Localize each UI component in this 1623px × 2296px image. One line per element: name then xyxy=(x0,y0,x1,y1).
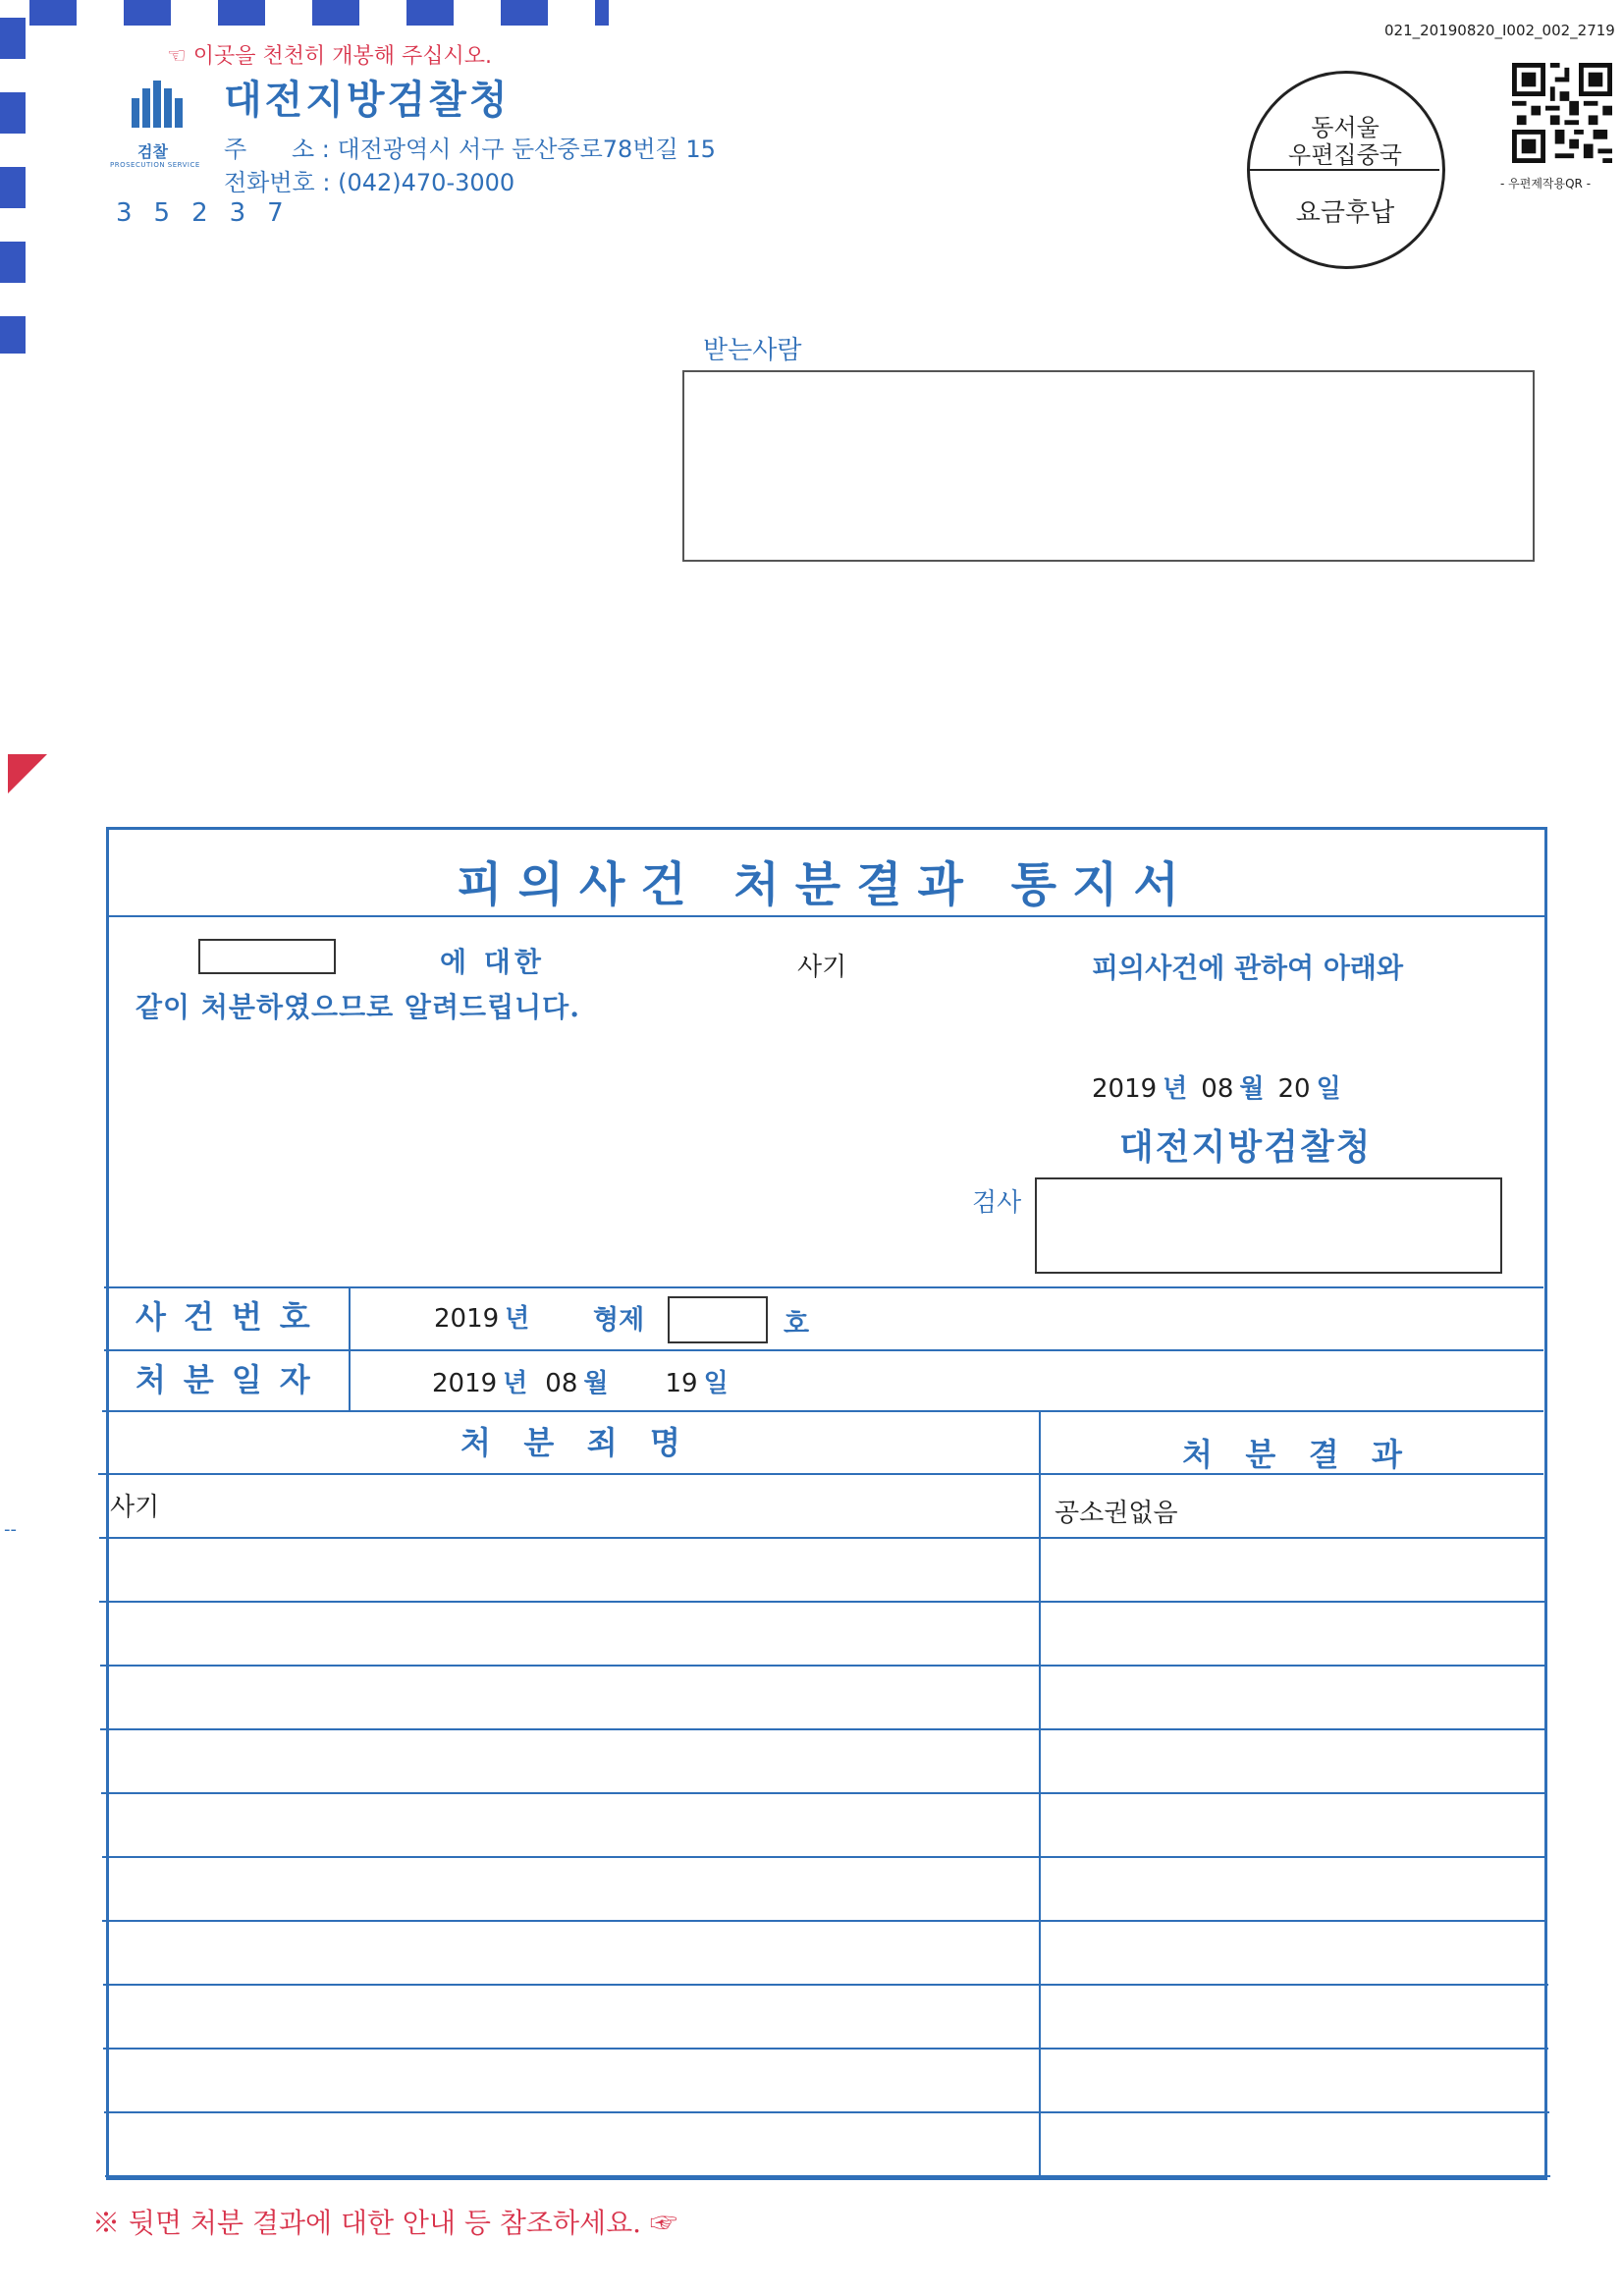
airmail-stripe-top xyxy=(0,0,609,26)
notice-tail: 피의사건에 관하여 아래와 xyxy=(1092,952,1404,984)
table-row-line xyxy=(99,1537,1544,1539)
issuer-name: 대전지방검찰청 xyxy=(1119,1126,1373,1168)
sender-zip: 35237 xyxy=(116,198,305,228)
footer-note: ※ 뒷면 처분 결과에 대한 안내 등 참조하세요. ☞ xyxy=(92,2207,677,2239)
table-row-line xyxy=(103,2048,1548,2050)
table-row-line xyxy=(102,1920,1547,1922)
phone-label: 전화번호 xyxy=(224,169,315,196)
case-number-label: 사건번호 xyxy=(135,1298,328,1336)
postage-stamp-line3: 요금후납 xyxy=(1295,198,1395,228)
form-title: 피의사건 처분결과 통지서 xyxy=(457,857,1195,912)
fold-corner-mark xyxy=(8,754,47,793)
case-row-divider xyxy=(104,1349,1543,1351)
notice-form xyxy=(106,827,1547,2180)
header-divider xyxy=(104,1286,1543,1288)
document-code: 021_20190820_I002_002_2719 xyxy=(1384,22,1615,39)
table-row-line xyxy=(100,1665,1545,1667)
sender-name: 대전지방검찰청 xyxy=(224,78,511,123)
table-row-line xyxy=(100,1728,1545,1730)
logo-text: 검찰 xyxy=(137,142,168,161)
postage-stamp-line1: 동서울 xyxy=(1311,114,1380,141)
prosecutor-box xyxy=(1035,1177,1502,1274)
address-value: 대전광역시 서구 둔산중로78번길 15 xyxy=(337,136,716,163)
case-type: 형제 xyxy=(593,1305,645,1336)
recipient-box xyxy=(682,370,1535,562)
hand-pointer-icon: ☞ xyxy=(649,2207,677,2239)
case-suffix: 호 xyxy=(784,1309,810,1339)
prosecutor-label: 검사 xyxy=(972,1188,1022,1218)
case-number-box xyxy=(668,1296,768,1343)
recipient-label: 받는사람 xyxy=(703,336,802,365)
charge-cell: 사기 xyxy=(110,1493,160,1522)
open-here-note: ☜ 이곳을 천천히 개봉해 주십시오. xyxy=(167,44,492,69)
suspect-name-box xyxy=(198,939,336,974)
table-row-line xyxy=(103,1984,1548,1986)
disposition-date-label: 처분일자 xyxy=(135,1361,328,1398)
airmail-stripe-left xyxy=(0,0,26,354)
label-column-divider xyxy=(349,1286,351,1410)
prosecution-logo xyxy=(132,81,196,130)
qr-label: - 우편제작용QR - xyxy=(1500,177,1592,191)
address-label: 주 소 xyxy=(224,136,315,163)
fold-line-mark: -- xyxy=(4,1519,17,1540)
column-header-result: 처 분 결 과 xyxy=(1182,1436,1402,1473)
qr-code-icon xyxy=(1512,63,1612,163)
hand-pointer-icon: ☜ xyxy=(167,44,187,69)
table-row-line xyxy=(102,1856,1547,1858)
crime-name: 사기 xyxy=(797,953,847,982)
about-label: 에 대한 xyxy=(440,946,545,978)
logo-subtext: PROSECUTION SERVICE xyxy=(110,161,200,169)
table-row-line xyxy=(105,2175,1550,2177)
disposition-date: 2019 년 08 월 19 일 xyxy=(432,1369,729,1398)
result-cell: 공소권없음 xyxy=(1055,1499,1178,1528)
phone-value: (042)470-3000 xyxy=(338,169,515,196)
column-header-charge: 처 분 죄 명 xyxy=(460,1424,680,1461)
table-row-line xyxy=(99,1601,1544,1603)
notice-line2: 같이 처분하였으므로 알려드립니다. xyxy=(135,991,580,1023)
date-row-divider xyxy=(102,1410,1543,1412)
sender-phone: 전화번호 : (042)470-3000 xyxy=(224,169,515,196)
table-row-line xyxy=(104,2111,1549,2113)
case-number-year: 2019 년 xyxy=(434,1304,530,1334)
postage-stamp-line2: 우편집중국 xyxy=(1288,141,1402,169)
table-row-line xyxy=(101,1792,1546,1794)
issue-date: 2019 년 08 월 20 일 xyxy=(1092,1074,1341,1104)
title-divider xyxy=(106,915,1545,917)
sender-address: 주 소 : 대전광역시 서구 둔산중로78번길 15 xyxy=(224,136,716,163)
